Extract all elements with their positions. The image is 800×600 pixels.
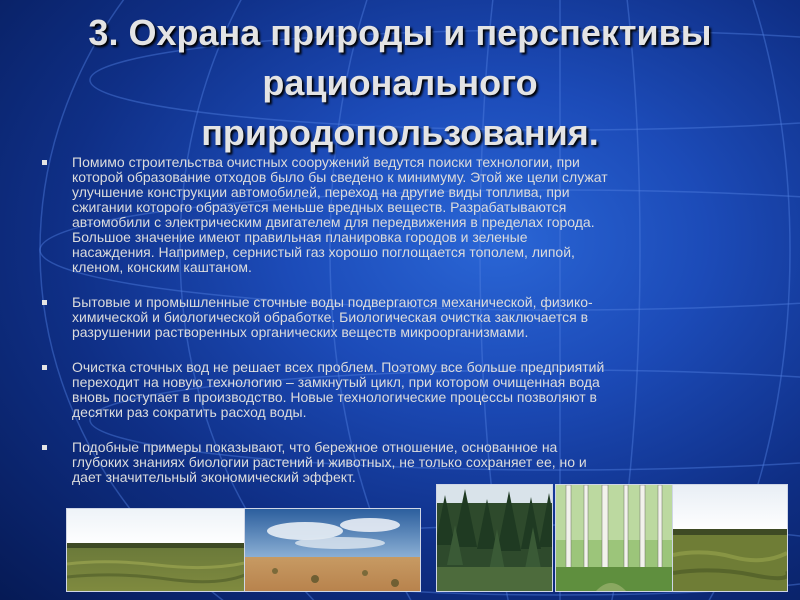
photo-grassland-steppe <box>672 484 788 592</box>
bullet-marker-icon <box>42 445 47 450</box>
photo-grassland-meadow <box>66 508 246 592</box>
bullet-text: Подобные примеры показывают, что бережное отношение, основанное на глубоких знаниях биологии растений и животных, не только сохраняет ее, но и дает значительный экономический эффект. <box>72 439 587 485</box>
slide-title: 3. Охрана природы и перспективы рационального природопользования. <box>88 12 712 153</box>
photo-steppe-semidesert <box>244 508 421 592</box>
photo-birch-forest <box>555 484 673 592</box>
photo-taiga-conifer-forest <box>436 484 553 592</box>
bullet-item <box>40 440 760 485</box>
bullet-text: Очистка сточных вод не решает всех проблем. Поэтому все больше предприятий переходит на новую технологию – замкнутый цикл, при котором очищенная вода вновь поступает в производство. Новые технологические процессы позволяют в десятки раз сократить расход воды. <box>72 359 605 420</box>
bullet-item <box>40 295 760 340</box>
bullet-marker-icon <box>42 160 47 165</box>
bullet-text: Бытовые и промышленные сточные воды подвергаются механической, физико- химической и биологической обработке. Биологическая очистка заключается в разрушении растворенных органических веществ микроорганизмами. <box>72 294 593 340</box>
bullet-item <box>40 155 760 275</box>
bullet-marker-icon <box>42 300 47 305</box>
bullet-item <box>40 360 760 420</box>
bullet-text: Помимо строительства очистных сооружений ведутся поиски технологии, при которой образование отходов было бы сведено к минимуму. Этой же цели служат улучшение конструкции автомобилей, переход на другие виды топлива, при сжигании которого образуется меньше вредных веществ. Разрабатываются автомобили с электрическим двигателем для передвижения в пределах города. Большое значение имеют правильная планировка городов и зеленые насаждения. Например, сернистый газ хорошо поглощается тополем, липой, кленом, конским каштаном. <box>72 154 608 275</box>
bullet-list <box>40 155 760 485</box>
bullet-marker-icon <box>42 365 47 370</box>
